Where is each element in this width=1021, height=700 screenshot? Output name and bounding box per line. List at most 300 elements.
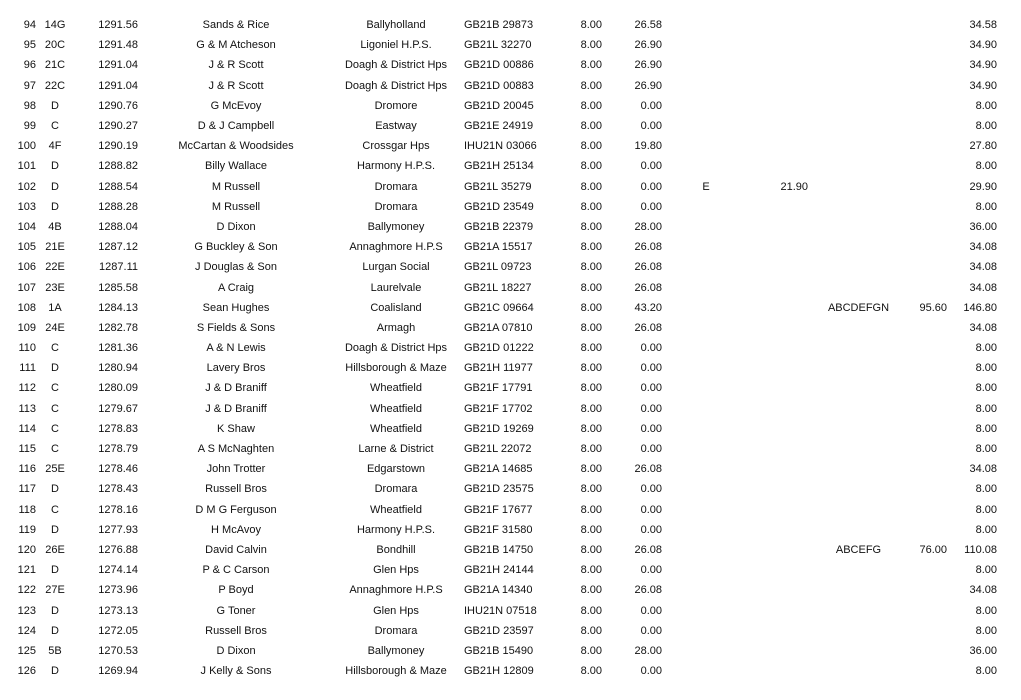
velocity-cell: 1274.14 — [98, 564, 138, 577]
pool-codes-cell — [662, 298, 750, 318]
section-cell: D — [51, 200, 59, 213]
section-cell: 24E — [45, 321, 65, 334]
ring-number-cell: GB21F 31580 — [464, 523, 533, 536]
pool-amount-cell — [750, 560, 808, 580]
member-name-cell: M Russell — [211, 180, 261, 193]
nom-amount-cell — [909, 641, 947, 661]
total-cell: 34.08 — [969, 241, 997, 254]
prize-a-cell: 8.00 — [580, 624, 602, 637]
table-row — [0, 217, 1021, 237]
pool-amount-cell — [750, 217, 808, 237]
nom-amount-cell — [909, 96, 947, 116]
nom-codes-cell — [808, 358, 909, 378]
member-name-cell: A & N Lewis — [206, 342, 266, 355]
prize-a-cell: 8.00 — [580, 59, 602, 72]
prize-b-cell: 0.00 — [640, 523, 662, 536]
velocity-cell: 1280.09 — [98, 382, 138, 395]
velocity-cell: 1291.04 — [98, 79, 138, 92]
pool-codes-cell — [662, 96, 750, 116]
ring-number-cell: GB21L 18227 — [464, 281, 532, 294]
section-cell: C — [51, 422, 59, 435]
pool-amount-cell — [750, 520, 808, 540]
prize-b-cell: 0.00 — [640, 362, 662, 375]
results-table — [0, 15, 1021, 681]
section-cell: 4B — [48, 220, 62, 233]
prize-b-cell: 0.00 — [640, 200, 662, 213]
member-name-cell: Russell Bros — [205, 624, 267, 637]
section-cell: 20C — [44, 39, 66, 52]
member-name-cell: G Toner — [216, 604, 256, 617]
pool-amount-cell — [750, 479, 808, 499]
pool-codes-cell — [662, 378, 750, 398]
table-row — [0, 35, 1021, 55]
total-cell: 8.00 — [975, 443, 997, 456]
prize-a-cell: 8.00 — [580, 220, 602, 233]
total-cell: 8.00 — [975, 402, 997, 415]
section-cell: D — [51, 523, 59, 536]
section-cell: 21C — [44, 59, 66, 72]
total-cell: 8.00 — [975, 382, 997, 395]
club-cell: Larne & District — [358, 443, 434, 456]
position-cell: 95 — [23, 39, 36, 52]
pool-amount-cell — [750, 136, 808, 156]
prize-b-cell: 26.90 — [634, 59, 662, 72]
pool-amount-cell — [750, 55, 808, 75]
nom-codes-cell — [808, 500, 909, 520]
prize-b-cell: 28.00 — [634, 220, 662, 233]
section-cell: C — [51, 503, 59, 516]
table-row — [0, 419, 1021, 439]
section-cell: 14G — [44, 19, 66, 32]
pool-codes-cell — [662, 318, 750, 338]
nom-codes-cell — [808, 15, 909, 35]
ring-number-cell: GB21E 24919 — [464, 120, 534, 133]
position-cell: 110 — [18, 342, 36, 355]
position-cell: 120 — [17, 543, 36, 556]
pool-amount-cell — [750, 399, 808, 419]
member-name-cell: D M G Ferguson — [195, 503, 277, 516]
nom-amount-cell — [909, 621, 947, 641]
pool-amount-cell — [750, 540, 808, 560]
position-cell: 112 — [18, 382, 36, 395]
ring-number-cell: GB21B 22379 — [464, 220, 534, 233]
prize-b-cell: 26.08 — [634, 241, 662, 254]
table-row — [0, 540, 1021, 560]
prize-b-cell: 0.00 — [640, 120, 662, 133]
prize-b-cell: 26.08 — [634, 261, 662, 274]
ring-number-cell: GB21B 14750 — [464, 543, 534, 556]
velocity-cell: 1287.11 — [99, 261, 138, 274]
club-cell: Dromara — [374, 624, 418, 637]
total-cell: 8.00 — [975, 564, 997, 577]
club-cell: Crossgar Hps — [362, 140, 430, 153]
nom-amount-cell — [909, 277, 947, 297]
position-cell: 104 — [17, 220, 36, 233]
nom-amount-cell — [909, 399, 947, 419]
nom-codes-cell — [808, 237, 909, 257]
nom-amount-cell — [909, 419, 947, 439]
ring-number-cell: GB21H 12809 — [464, 665, 534, 678]
results-body — [0, 15, 1021, 681]
member-name-cell: D Dixon — [216, 220, 256, 233]
club-cell: Hillsborough & Maze — [345, 362, 447, 375]
club-cell: Annaghmore H.P.S — [349, 241, 443, 254]
pool-codes-cell — [662, 439, 750, 459]
prize-a-cell: 8.00 — [580, 261, 602, 274]
section-cell: D — [51, 665, 59, 678]
prize-a-cell: 8.00 — [580, 402, 602, 415]
ring-number-cell: GB21A 14340 — [464, 584, 533, 597]
table-row — [0, 439, 1021, 459]
club-cell: Glen Hps — [373, 564, 419, 577]
prize-a-cell: 8.00 — [580, 99, 602, 112]
position-cell: 126 — [17, 665, 36, 678]
section-cell: D — [51, 362, 59, 375]
prize-a-cell: 8.00 — [580, 483, 602, 496]
prize-b-cell: 0.00 — [640, 604, 662, 617]
prize-a-cell: 8.00 — [580, 564, 602, 577]
total-cell: 34.90 — [969, 79, 997, 92]
nom-codes-cell — [808, 35, 909, 55]
pool-amount-cell — [750, 277, 808, 297]
total-cell: 36.00 — [969, 644, 997, 657]
ring-number-cell: GB21D 19269 — [464, 422, 534, 435]
total-cell: 8.00 — [975, 422, 997, 435]
ring-number-cell: GB21H 24144 — [464, 564, 534, 577]
velocity-cell: 1288.28 — [98, 200, 138, 213]
table-row — [0, 520, 1021, 540]
prize-a-cell: 8.00 — [580, 523, 602, 536]
section-cell: 1A — [48, 301, 62, 314]
total-cell: 8.00 — [975, 362, 997, 375]
prize-a-cell: 8.00 — [580, 200, 602, 213]
table-row — [0, 378, 1021, 398]
member-name-cell: J Kelly & Sons — [200, 665, 272, 678]
section-cell: 5B — [48, 644, 62, 657]
velocity-cell: 1285.58 — [98, 281, 138, 294]
prize-b-cell: 28.00 — [634, 644, 662, 657]
position-cell: 123 — [17, 604, 36, 617]
table-row — [0, 621, 1021, 641]
nom-amount-cell — [909, 76, 947, 96]
nom-amount-cell — [909, 217, 947, 237]
member-name-cell: Russell Bros — [205, 483, 267, 496]
prize-a-cell: 8.00 — [580, 382, 602, 395]
position-cell: 106 — [17, 261, 36, 274]
ring-number-cell: GB21D 00883 — [464, 79, 534, 92]
pool-amount-cell — [750, 35, 808, 55]
table-row — [0, 479, 1021, 499]
total-cell: 27.80 — [969, 140, 997, 153]
member-name-cell: G Buckley & Son — [194, 241, 278, 254]
section-cell: D — [51, 483, 59, 496]
prize-b-cell: 0.00 — [640, 624, 662, 637]
prize-a-cell: 8.00 — [580, 503, 602, 516]
ring-number-cell: GB21D 23575 — [464, 483, 534, 496]
pool-amount-cell — [750, 621, 808, 641]
section-cell: 22C — [44, 79, 66, 92]
table-row — [0, 277, 1021, 297]
prize-b-cell: 0.00 — [640, 665, 662, 678]
total-cell: 8.00 — [975, 200, 997, 213]
table-row — [0, 298, 1021, 318]
member-name-cell: J & D Braniff — [205, 382, 267, 395]
club-cell: Harmony H.P.S. — [356, 523, 436, 536]
member-name-cell: Sands & Rice — [202, 19, 270, 32]
nom-codes-cell — [808, 419, 909, 439]
table-row — [0, 318, 1021, 338]
prize-b-cell: 0.00 — [640, 443, 662, 456]
ring-number-cell: GB21A 14685 — [464, 463, 533, 476]
ring-number-cell: GB21F 17702 — [464, 402, 533, 415]
table-row — [0, 560, 1021, 580]
nom-amount-cell — [909, 35, 947, 55]
prize-a-cell: 8.00 — [580, 342, 602, 355]
member-name-cell: Billy Wallace — [205, 160, 267, 173]
nom-codes-cell — [808, 217, 909, 237]
club-cell: Ligoniel H.P.S. — [360, 39, 432, 52]
member-name-cell: K Shaw — [217, 422, 255, 435]
pool-codes-cell — [662, 399, 750, 419]
club-cell: Wheatfield — [370, 382, 422, 395]
section-cell: 27E — [45, 584, 65, 597]
position-cell: 121 — [17, 564, 36, 577]
velocity-cell: 1291.04 — [98, 59, 138, 72]
total-cell: 8.00 — [975, 120, 997, 133]
club-cell: Ballyholland — [366, 19, 426, 32]
table-row — [0, 55, 1021, 75]
nom-amount-cell — [909, 156, 947, 176]
total-cell: 8.00 — [975, 624, 997, 637]
member-name-cell: David Calvin — [205, 543, 267, 556]
section-cell: D — [51, 604, 59, 617]
ring-number-cell: GB21D 00886 — [464, 59, 534, 72]
ring-number-cell: IHU21N 03066 — [464, 140, 537, 153]
nom-codes-cell — [808, 116, 909, 136]
prize-b-cell: 0.00 — [640, 402, 662, 415]
nom-codes-cell — [808, 136, 909, 156]
club-cell: Ballymoney — [367, 644, 425, 657]
section-cell: D — [51, 624, 59, 637]
club-cell: Doagh & District Hps — [344, 59, 448, 72]
prize-a-cell: 8.00 — [580, 160, 602, 173]
pool-codes-cell — [662, 600, 750, 620]
pool-amount-cell — [750, 116, 808, 136]
position-cell: 98 — [23, 99, 36, 112]
pool-codes-cell — [662, 197, 750, 217]
pool-codes-cell — [662, 520, 750, 540]
pool-amount-cell — [750, 641, 808, 661]
nom-amount-cell — [909, 580, 947, 600]
prize-a-cell: 8.00 — [580, 644, 602, 657]
pool-amount-cell — [750, 439, 808, 459]
club-cell: Wheatfield — [370, 402, 422, 415]
club-cell: Wheatfield — [370, 422, 422, 435]
club-cell: Doagh & District Hps — [344, 342, 448, 355]
nom-amount-cell — [909, 177, 947, 197]
velocity-cell: 1278.43 — [98, 483, 138, 496]
pool-codes-cell — [662, 257, 750, 277]
nom-codes-cell — [808, 338, 909, 358]
member-name-cell: G McEvoy — [210, 99, 262, 112]
nom-codes-cell — [808, 76, 909, 96]
ring-number-cell: GB21L 32270 — [464, 39, 532, 52]
ring-number-cell: GB21B 29873 — [464, 19, 534, 32]
total-cell: 8.00 — [975, 160, 997, 173]
prize-b-cell: 0.00 — [640, 382, 662, 395]
prize-b-cell: 26.08 — [634, 543, 662, 556]
pool-amount-cell — [750, 197, 808, 217]
member-name-cell: John Trotter — [206, 463, 266, 476]
velocity-cell: 1280.94 — [98, 362, 138, 375]
prize-b-cell: 26.90 — [634, 79, 662, 92]
ring-number-cell: GB21D 20045 — [464, 99, 534, 112]
pool-amount-cell — [750, 459, 808, 479]
position-cell: 96 — [23, 59, 36, 72]
pool-codes-cell — [662, 217, 750, 237]
position-cell: 97 — [23, 79, 36, 92]
nom-codes-cell — [808, 378, 909, 398]
club-cell: Hillsborough & Maze — [345, 665, 447, 678]
prize-a-cell: 8.00 — [580, 362, 602, 375]
member-name-cell: P & C Carson — [202, 564, 270, 577]
nom-codes-cell — [808, 96, 909, 116]
position-cell: 109 — [17, 321, 36, 334]
nom-amount-cell — [909, 459, 947, 479]
member-name-cell: J Douglas & Son — [195, 261, 277, 274]
prize-a-cell: 8.00 — [580, 422, 602, 435]
pool-codes-cell — [662, 35, 750, 55]
ring-number-cell: GB21L 35279 — [464, 180, 532, 193]
table-row — [0, 136, 1021, 156]
prize-a-cell: 8.00 — [580, 241, 602, 254]
pool-codes-cell — [662, 500, 750, 520]
prize-b-cell: 0.00 — [640, 483, 662, 496]
total-cell: 110.08 — [964, 543, 997, 556]
prize-a-cell: 8.00 — [580, 281, 602, 294]
nom-codes-cell — [808, 257, 909, 277]
nom-codes-cell — [808, 439, 909, 459]
velocity-cell: 1277.93 — [98, 523, 138, 536]
nom-amount-cell — [909, 439, 947, 459]
prize-b-cell: 26.90 — [634, 39, 662, 52]
table-row — [0, 156, 1021, 176]
prize-a-cell: 8.00 — [580, 604, 602, 617]
nom-codes-cell — [808, 55, 909, 75]
nom-amount-cell — [909, 197, 947, 217]
ring-number-cell: IHU21N 07518 — [464, 604, 537, 617]
prize-a-cell: 8.00 — [580, 321, 602, 334]
velocity-cell: 1291.56 — [98, 19, 138, 32]
velocity-cell: 1279.67 — [98, 402, 138, 415]
member-name-cell: H McAvoy — [211, 523, 261, 536]
ring-number-cell: GB21D 23597 — [464, 624, 534, 637]
prize-b-cell: 0.00 — [640, 99, 662, 112]
table-row — [0, 399, 1021, 419]
velocity-cell: 1282.78 — [98, 321, 138, 334]
nom-codes-cell: ABCDEFGN — [827, 301, 890, 314]
nom-codes-cell — [808, 459, 909, 479]
nom-amount-cell — [909, 661, 947, 681]
total-cell: 8.00 — [975, 503, 997, 516]
position-cell: 115 — [18, 443, 36, 456]
pool-amount-cell — [750, 500, 808, 520]
ring-number-cell: GB21L 22072 — [464, 443, 532, 456]
club-cell: Edgarstown — [366, 463, 426, 476]
nom-amount-cell: 76.00 — [919, 543, 947, 556]
table-row — [0, 257, 1021, 277]
club-cell: Eastway — [375, 120, 417, 133]
nom-codes-cell — [808, 520, 909, 540]
ring-number-cell: GB21H 25134 — [464, 160, 534, 173]
nom-amount-cell — [909, 378, 947, 398]
member-name-cell: D & J Campbell — [197, 120, 275, 133]
prize-a-cell: 8.00 — [580, 543, 602, 556]
pool-amount-cell — [750, 237, 808, 257]
section-cell: 25E — [45, 463, 65, 476]
nom-amount-cell — [909, 237, 947, 257]
prize-b-cell: 26.08 — [634, 281, 662, 294]
nom-amount-cell — [909, 358, 947, 378]
section-cell: 4F — [48, 140, 62, 153]
nom-amount-cell — [909, 15, 947, 35]
velocity-cell: 1278.83 — [98, 422, 138, 435]
total-cell: 34.08 — [969, 463, 997, 476]
club-cell: Wheatfield — [370, 503, 422, 516]
nom-codes-cell — [808, 580, 909, 600]
prize-b-cell: 26.08 — [634, 463, 662, 476]
nom-amount-cell — [909, 55, 947, 75]
velocity-cell: 1278.79 — [98, 443, 138, 456]
velocity-cell: 1291.48 — [98, 39, 138, 52]
club-cell: Armagh — [376, 321, 416, 334]
prize-b-cell: 26.08 — [634, 584, 662, 597]
pool-amount-cell — [750, 580, 808, 600]
pool-codes-cell — [662, 237, 750, 257]
pool-codes-cell — [662, 459, 750, 479]
prize-b-cell: 0.00 — [640, 422, 662, 435]
velocity-cell: 1290.76 — [98, 99, 138, 112]
total-cell: 8.00 — [975, 665, 997, 678]
pool-amount-cell — [750, 318, 808, 338]
nom-amount-cell — [909, 318, 947, 338]
nom-amount-cell: 95.60 — [919, 301, 947, 314]
pool-codes-cell — [662, 76, 750, 96]
table-row — [0, 358, 1021, 378]
ring-number-cell: GB21A 07810 — [464, 321, 533, 334]
nom-codes-cell — [808, 177, 909, 197]
position-cell: 114 — [18, 422, 36, 435]
position-cell: 100 — [17, 140, 36, 153]
pool-amount-cell — [750, 600, 808, 620]
prize-a-cell: 8.00 — [580, 180, 602, 193]
position-cell: 108 — [17, 301, 36, 314]
position-cell: 102 — [17, 180, 36, 193]
velocity-cell: 1278.46 — [98, 463, 138, 476]
nom-amount-cell — [909, 257, 947, 277]
ring-number-cell: GB21A 15517 — [464, 241, 533, 254]
prize-a-cell: 8.00 — [580, 443, 602, 456]
table-row — [0, 116, 1021, 136]
section-cell: 26E — [45, 543, 65, 556]
ring-number-cell: GB21H 11977 — [464, 362, 533, 375]
pool-amount-cell — [750, 338, 808, 358]
nom-codes-cell — [808, 318, 909, 338]
ring-number-cell: GB21F 17791 — [464, 382, 533, 395]
velocity-cell: 1273.96 — [98, 584, 138, 597]
position-cell: 113 — [18, 402, 36, 415]
velocity-cell: 1290.27 — [98, 120, 138, 133]
